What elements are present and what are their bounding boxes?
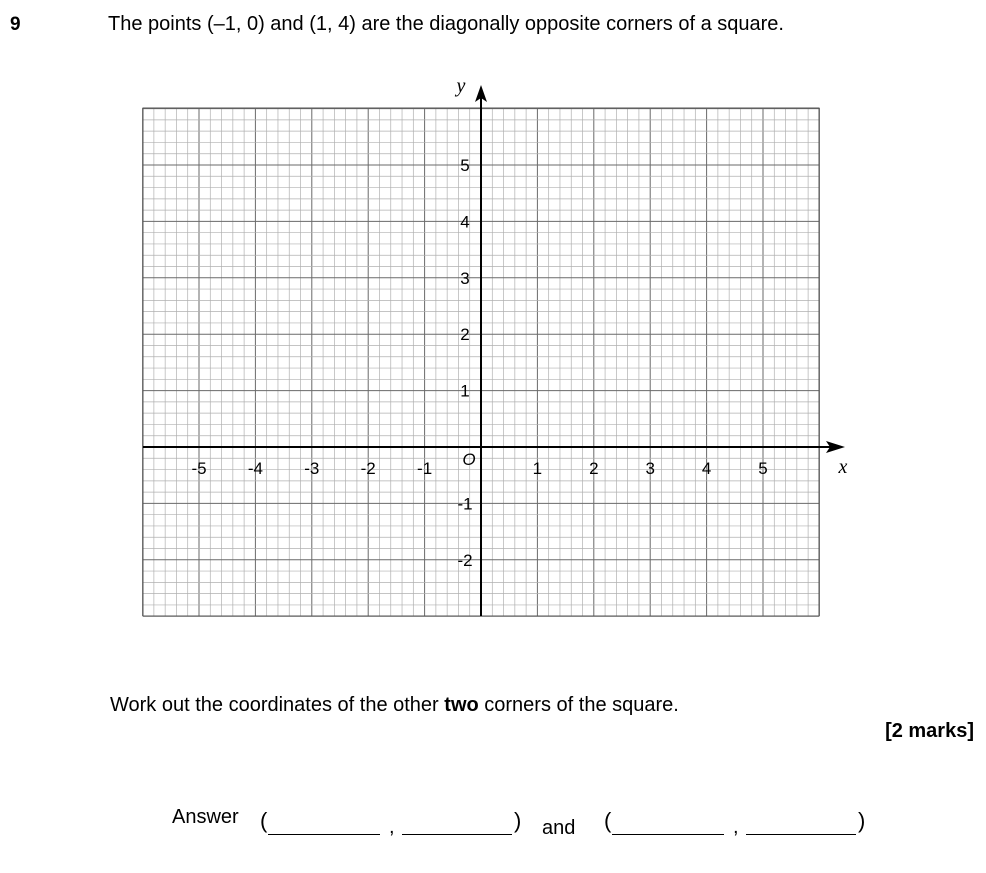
instruction-pre: Work out the coordinates of the other: [110, 694, 445, 716]
y-tick-label: 2: [460, 325, 470, 345]
y-tick-label: 1: [460, 381, 470, 401]
open-paren-1: (: [260, 808, 268, 833]
and-label: and: [542, 817, 576, 839]
x-tick-label: -1: [417, 459, 433, 478]
comma-1: ,: [389, 816, 395, 838]
x-tick-label: 1: [532, 459, 543, 478]
y-tick-label: 3: [460, 268, 470, 288]
origin-label: O: [462, 450, 476, 469]
answer-label: Answer: [172, 806, 239, 828]
answer-1-x-field[interactable]: [268, 812, 380, 835]
x-tick-label: -2: [360, 459, 376, 478]
question-number: 9: [10, 14, 21, 35]
x-tick-label: 3: [645, 459, 655, 478]
x-tick-label: 4: [701, 459, 712, 478]
answer-2-x-field[interactable]: [612, 812, 724, 835]
open-paren-2: (: [604, 808, 612, 833]
marks-label: [2 marks]: [885, 720, 974, 742]
x-axis-label: x: [838, 456, 848, 478]
x-tick-label: 5: [758, 459, 768, 478]
instruction-post: corners of the square.: [478, 694, 679, 716]
answer-2-y-field[interactable]: [746, 812, 856, 835]
instruction-bold: two: [444, 694, 479, 716]
x-tick-label: -3: [304, 459, 320, 478]
y-axis-label: y: [456, 75, 466, 97]
y-tick-label: 4: [460, 212, 470, 232]
instruction-text: [110, 694, 679, 717]
x-tick-label: -4: [247, 459, 263, 478]
comma-2: ,: [733, 816, 739, 838]
answer-1-y-field[interactable]: [402, 812, 512, 835]
y-tick-label: -1: [457, 494, 473, 514]
close-paren-1: ): [514, 808, 522, 833]
close-paren-2: ): [858, 808, 866, 833]
y-tick-label: 5: [460, 156, 470, 175]
y-tick-label: -2: [457, 550, 473, 570]
question-text: The points (–1, 0) and (1, 4) are the diagonally opposite corners of a square.: [108, 13, 784, 35]
x-tick-label: 2: [589, 459, 599, 478]
x-tick-label: -5: [191, 459, 207, 478]
